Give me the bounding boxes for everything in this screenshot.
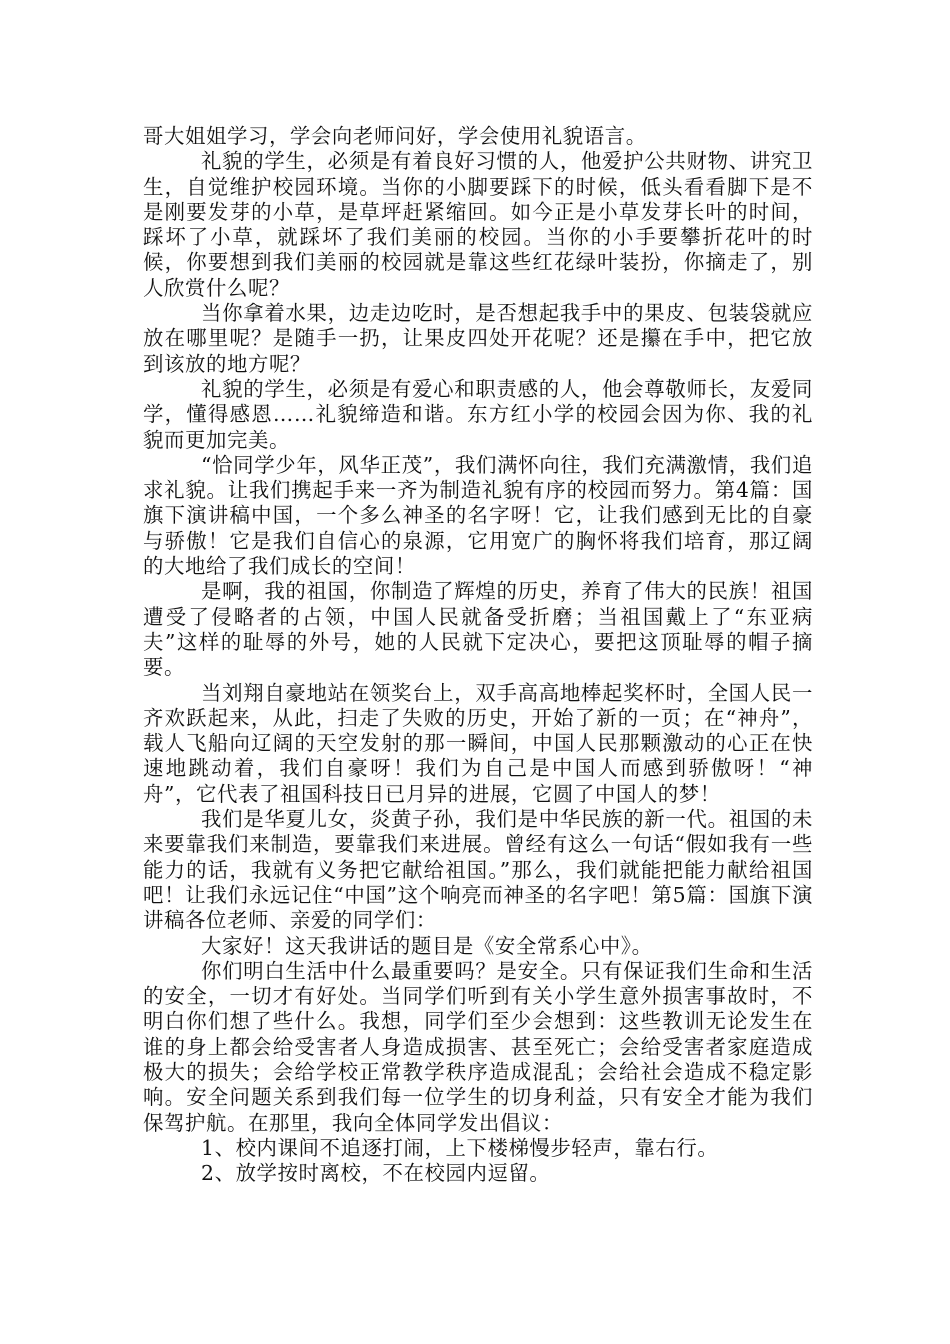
paragraph: 当你拿着水果，边走边吃时，是否想起我手中的果皮、包装袋就应放在哪里呢？是随手一扔，让果皮四处开花呢？还是攥在手中，把它放到该放的地方呢？ bbox=[143, 301, 813, 376]
paragraph-continuation: 哥大姐姐学习，学会向老师问好，学会使用礼貌语言。 bbox=[143, 124, 647, 148]
paragraph: 大家好！这天我讲话的题目是《安全常系心中》。 bbox=[201, 933, 653, 958]
paragraph: 我们是华夏儿女，炎黄子孙，我们是中华民族的新一代。祖国的未来要靠我们来制造，要靠我们来进展。曾经有这么一句话“假如我有一些能力的话，我就有义务把它献给祖国。”那么，我们就能把能力献给祖国吧！让我们永远记住“中国”这个响亮而神圣的名字吧！第5篇：国旗下演讲稿各位老师、亲爱的同学们： bbox=[143, 807, 813, 933]
paragraph: “恰同学少年，风华正茂”，我们满怀向往，我们充满激情，我们追求礼貌。让我们携起手来一齐为制造礼貌有序的校园而努力。第4篇：国旗下演讲稿中国，一个多么神圣的名字呀！它，让我们感到无比的自豪与骄傲！它是我们自信心的泉源，它用宽广的胸怀将我们培育，那辽阔的大地给了我们成长的空间！ bbox=[143, 452, 813, 579]
paragraph: 你们明白生活中什么最重要吗？是安全。只有保证我们生命和生活的安全，一切才有好处。当同学们听到有关小学生意外损害事故时，不明白你们想了些什么。我想，同学们至少会想到：这些教训无论发生在谁的身上都会给受害者人身造成损害、甚至死亡；会给受害者家庭造成极大的损失；会给学校正常教学秩序造成混乱；会给社会造成不稳定影响。安全问题关系到我们每一位学生的切身利益，只有安全才能为我们保驾护航。在那里，我向全体同学发出倡议： bbox=[143, 958, 813, 1135]
list-item: 2、放学按时离校，不在校园内逗留。 bbox=[201, 1161, 551, 1186]
list-item: 1、校内课间不追逐打闹，上下楼梯慢步轻声，靠右行。 bbox=[201, 1135, 719, 1160]
document-body bbox=[143, 124, 813, 1186]
paragraph: 当刘翔自豪地站在领奖台上，双手高高地棒起奖杯时，全国人民一齐欢跃起来，从此，扫走了失败的历史，开始了新的一页；在“神舟”，载人飞船向辽阔的天空发射的那一瞬间，中国人民那颗激动的心正在快速地跳动着，我们自豪呀！我们为自己是中国人而感到骄傲呀！“神舟”，它代表了祖国科技日已月异的进展，它圆了中国人的梦！ bbox=[143, 680, 813, 806]
paragraph: 礼貌的学生，必须是有爱心和职责感的人，他会尊敬师长，友爱同学，懂得感恩……礼貌缔造和谐。东方红小学的校园会因为你、我的礼貌而更加完美。 bbox=[143, 376, 813, 452]
paragraph: 是啊，我的祖国，你制造了辉煌的历史，养育了伟大的民族！祖国遭受了侵略者的占领，中国人民就备受折磨；当祖国戴上了“东亚病夫”这样的耻辱的外号，她的人民就下定决心，要把这顶耻辱的帽子摘要。 bbox=[143, 579, 813, 680]
paragraph: 礼貌的学生，必须是有着良好习惯的人，他爱护公共财物、讲究卫生，自觉维护校园环境。当你的小脚要踩下的时候，低头看看脚下是不是刚要发芽的小草，是草坪赶紧缩回。如今正是小草发芽长叶的时间，踩坏了小草，就踩坏了我们美丽的校园。当你的小手要攀折花叶的时候，你要想到我们美丽的校园就是靠这些红花绿叶装扮，你摘走了，别人欣赏什么呢？ bbox=[143, 149, 813, 300]
